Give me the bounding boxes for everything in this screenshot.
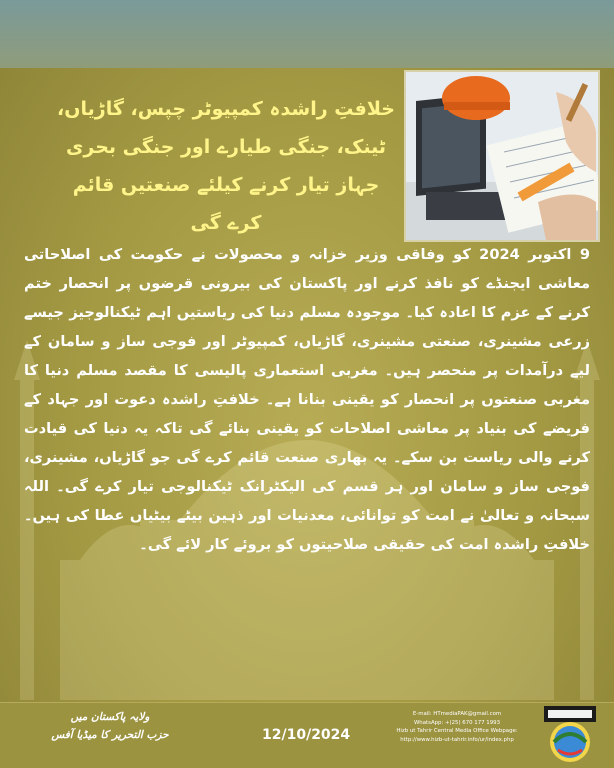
release-date: 12/10/2024 (262, 727, 351, 743)
contact-url[interactable]: http://www.hizb-ut-tahrir.info/ur/index.php (400, 736, 514, 743)
office-line-1: ولایہ پاکستان میں (70, 711, 150, 723)
contact-webpage-label: Hizb ut Tahrir Central Media Office Webpage: (396, 728, 518, 735)
contact-info (382, 710, 532, 744)
office-line-2: حزب التحریر کا میڈیا آفس (51, 729, 169, 741)
contact-email[interactable]: E-mail: HTmediaPAK@gmail.com (412, 711, 502, 717)
article-body: 9 اکتوبر 2024 کو وفاقی وزیر خزانہ و محصولات نے حکومت کی اصلاحاتی معاشی ایجنڈے کو نافذ کرنے اور پاکستان کی بیرونی قرضوں پر انحصار ختم کرنے کے عزم کا اعادہ کیا۔ موجودہ مسلم دنیا کی ریاستیں اہم ٹیکنالوجیز جیسے زرعی مشینری، صنعتی مشینری، گاڑیاں، کمپیوٹر اور فوجی ساز و سامان کے لیے درآمدات پر منحصر ہیں۔ مغربی استعماری پالیسی کا مقصد مسلم دنیا کا مغربی صنعتوں پر انحصار کو یقینی بنانا ہے۔ خلافتِ راشدہ دعوت اور جہاد کے فریضے کی بنیاد پر معاشی اصلاحات کو یقینی بنائے گی تاکہ یہ دنیا کی قیادت کرنے والی ریاست بن سکے۔ یہ بھاری صنعت قائم کرے گی جو گاڑیاں، مشینری، فوجی ساز و سامان اور ہر قسم کی الیکٹرانک ٹیکنالوجی تیار کرے گی۔ اللہ سبحانہ و تعالیٰ نے امت کو توانائی، معدنیات اور ذہین بیٹے بیٹیاں عطا کی ہیں۔ خلافتِ راشدہ امت کی حقیقی صلاحیتوں کو بروئے کار لائے گی۔ (24, 246, 590, 553)
media-office-signature (40, 708, 180, 744)
hizb-ut-tahrir-logo-icon (540, 704, 600, 764)
top-banner (0, 0, 614, 68)
contact-whatsapp: WhatsApp: +(25) 670 177 1993 (413, 719, 501, 726)
engineer-desk-photo (404, 70, 600, 242)
headline: خلافتِ راشدہ کمپیوٹر چپس، گاڑیاں، ٹینک، جنگی طیارے اور جنگی بحری جہاز تیار کرنے کیلئے صنعتیں قائم کرے گی (57, 98, 395, 234)
